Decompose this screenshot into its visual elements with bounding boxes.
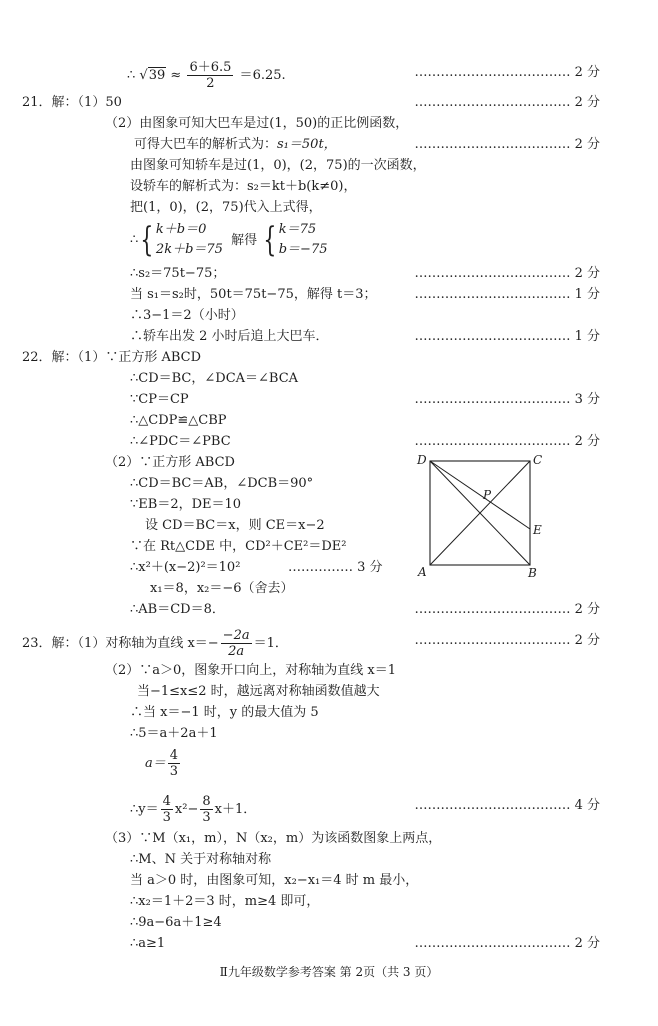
result-value: 6.25. [252, 68, 286, 83]
score-mark: ……………………………… 4 分 [414, 798, 600, 813]
label-c: C [533, 453, 543, 467]
q23-line: ∴9a−6a＋1≥4 [130, 915, 222, 930]
square-figure [415, 452, 550, 582]
score-mark: ……………………………… 2 分 [414, 633, 600, 648]
score-mark: ……………………………… 3 分 [414, 392, 600, 407]
q23-line: （2）∵a＞0，图象开口向上，对称轴为直线 x＝1 [105, 663, 397, 678]
score-mark: ……………………………… 2 分 [414, 137, 600, 152]
sqrt39-line: ∴ √39 ≈ $\frac{6+6.5}{2}$ ＝6.25. [127, 60, 286, 91]
q22-line: x₁＝8，x₂＝−6（舍去） [150, 581, 294, 596]
q21-line: ∴s₂＝75t−75； [130, 266, 226, 281]
q23-line: 当 a＞0 时，由图象可知，x₂−x₁＝4 时 m 最小， [130, 873, 419, 888]
score-mark: ……………………………… 2 分 [414, 936, 600, 951]
approx-symbol: ≈ [170, 68, 182, 83]
score-mark: ……………………………… 1 分 [414, 329, 600, 344]
q23-line: ∴M、N 关于对称轴对称 [130, 852, 272, 867]
q23-line: a＝ $\frac{4}{3}$ [145, 748, 179, 779]
q22-heading: 22．解：（1）∵正方形 ABCD [22, 350, 201, 365]
q22-line: 设 CD＝BC＝x，则 CE＝x−2 [145, 518, 325, 533]
segment-de [430, 461, 530, 529]
q23-line: ∴当 x＝−1 时，y 的最大值为 5 [130, 705, 319, 720]
q22-line: ∴x²＋(x−2)²＝10² [130, 560, 241, 575]
q22-line: ∴CD＝BC，∠DCA＝∠BCA [130, 371, 299, 386]
q21-heading: 21．解：（1）50 [22, 95, 122, 110]
q21-line: 可得大巴车的解析式为：s₁＝50t， [134, 137, 337, 152]
q22-line: ∴CD＝BC＝AB，∠DCB＝90° [130, 476, 314, 491]
q22-line: ∵在 Rt△CDE 中，CD²＋CE²＝DE² [130, 539, 347, 554]
score-mark: ……………………………… 2 分 [414, 65, 600, 80]
q22-line: ∴△CDP≌△CBP [130, 413, 227, 428]
score-mark: ……………………………… 2 分 [414, 266, 600, 281]
q22-line: ∵EB＝2，DE＝10 [130, 497, 242, 512]
q21-line: ∴轿车出发 2 小时后追上大巴车． [130, 329, 329, 344]
q23-line: 当−1≤x≤2 时，越远离对称轴函数值越大 [137, 684, 380, 699]
label-e: E [533, 523, 542, 537]
q23-line: （3）∵M（x₁，m），N（x₂，m）为该函数图象上两点， [105, 831, 442, 846]
label-p: P [483, 488, 492, 502]
q22-line: ∴∠PDC＝∠PBC [130, 434, 231, 449]
fraction: $\frac{6+6.5}{2}$ [189, 60, 232, 91]
q21-equation-system: ∴{ k＋b＝0 2k＋b＝75 解得 { k＝75 b＝−75 [130, 220, 328, 260]
page-footer: Ⅱ九年级数学参考答案 第 2页（共 3 页） [219, 965, 439, 979]
q23-line: ∴y＝ $\frac{4}{3}$ x²− $\frac{8}{3}$ x＋1． [130, 794, 257, 825]
q23-line: ∴5＝a＋2a＋1 [130, 726, 218, 741]
label-b: B [528, 566, 537, 580]
q21-line: 把(1，0)，(2，75)代入上式得， [130, 200, 322, 215]
score-mark: ……………………………… 1 分 [414, 287, 600, 302]
q23-line: ∴a≥1 [130, 936, 166, 951]
score-mark: …………… 3 分 [288, 560, 383, 575]
q23-heading: 23．解：（1）对称轴为直线 x＝− $\frac{-2a}{2a}$ ＝1． [22, 628, 288, 659]
score-mark: ……………………………… 2 分 [414, 434, 600, 449]
q21-line: （2）由图象可知大巴车是过(1，50)的正比例函数， [105, 116, 409, 131]
label-a: A [418, 565, 427, 579]
equals-symbol: ＝ [239, 68, 253, 83]
q21-line: 设轿车的解析式为：s₂＝kt＋b(k≠0)， [130, 179, 357, 194]
q22-line: ∴AB＝CD＝8． [130, 602, 225, 617]
sqrt-radicand: 39 [148, 68, 166, 83]
q21-line: 当 s₁＝s₂时，50t＝75t−75，解得 t＝3； [130, 287, 377, 302]
q22-line: ∵CP＝CP [130, 392, 189, 407]
q22-line: （2）∵正方形 ABCD [105, 455, 235, 470]
q21-line: 由图象可知轿车是过(1，0)，(2，75)的一次函数， [130, 158, 426, 173]
score-mark: ……………………………… 2 分 [414, 602, 600, 617]
q23-line: ∴x₂＝1＋2＝3 时，m≥4 即可， [130, 894, 320, 909]
q21-line: ∴3−1＝2（小时） [130, 308, 244, 323]
score-mark: ……………………………… 2 分 [414, 95, 600, 110]
therefore-symbol: ∴ [127, 68, 136, 83]
label-d: D [417, 453, 427, 467]
